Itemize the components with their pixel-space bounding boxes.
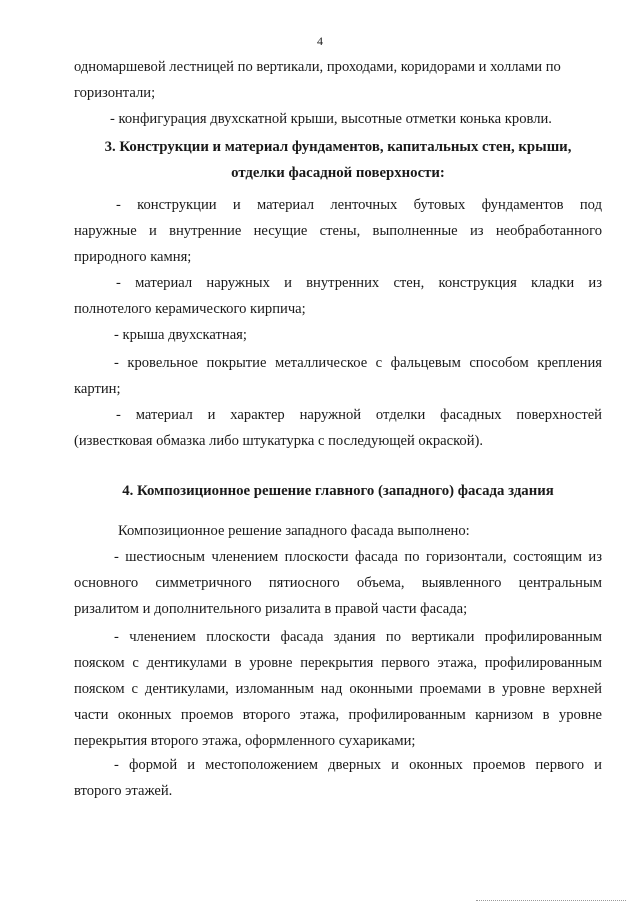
section-3-item-1-line-3: природного камня; — [74, 249, 192, 265]
section-3-item-4-line-2: картин; — [74, 381, 121, 397]
section-4-item-2-line-1: - членением плоскости фасада здания по вертикали профилированным — [114, 629, 602, 645]
section-3-item-4-line-1: - кровельное покрытие металлическое с фальцевым способом крепления — [114, 355, 602, 371]
section-3-item-3-line-1: - крыша двухскатная; — [114, 327, 247, 343]
section-3-heading-line-2: отделки фасадной поверхности: — [231, 165, 445, 181]
section-3-item-roof — [74, 322, 602, 348]
section-4-item-1-line-2: основного симметричного пятиосного объема, выявленного центральным — [74, 575, 602, 591]
intro-paragraph — [74, 54, 602, 132]
footer-dotted-line — [476, 896, 626, 901]
section-4-item-vertical — [74, 624, 602, 754]
section-4-item-horizontal — [74, 544, 602, 622]
section-3-item-2-line-2: полнотелого керамического кирпича; — [74, 301, 306, 317]
section-3-heading-line-1: 3. Конструкции и материал фундаментов, капитальных стен, крыши, — [104, 139, 572, 155]
section-4-lead — [74, 518, 602, 544]
section-3-item-foundations — [74, 192, 602, 270]
intro-line-2: горизонтали; — [74, 85, 156, 101]
section-4-item-3-line-1: - формой и местоположением дверных и оконных проемов первого и — [114, 757, 602, 773]
section-3-item-5-line-1: - материал и характер наружной отделки фасадных поверхностей — [116, 407, 602, 423]
section-3-item-1-line-1: - конструкции и материал ленточных бутовых фундаментов под — [116, 197, 602, 213]
intro-line-1: одномаршевой лестницей по вертикали, проходами, коридорами и холлами по — [74, 59, 561, 75]
section-4-item-3-line-2: второго этажей. — [74, 783, 173, 799]
section-4-item-openings — [74, 752, 602, 804]
section-4-lead-line: Композиционное решение западного фасада выполнено: — [118, 523, 470, 539]
section-3-item-roofing — [74, 350, 602, 402]
section-3-item-walls — [74, 270, 602, 322]
section-4-item-1-line-1: - шестиосным членением плоскости фасада по горизонтали, состоящим из — [114, 549, 602, 565]
page-number: 4 — [317, 34, 323, 48]
section-4-heading — [74, 478, 602, 504]
section-4-item-2-line-3: пояском с дентикулами, изломанным над оконными проемами в уровне верхней — [74, 681, 602, 697]
section-4-item-2-line-4: части оконных проемов второго этажа, профилированным карнизом в уровне — [74, 707, 602, 723]
section-3-item-1-line-2: наружные и внутренние несущие стены, выполненные из необработанного — [74, 223, 602, 239]
section-4-item-2-line-5: перекрытия второго этажа, оформленного сухариками; — [74, 733, 416, 749]
intro-line-3: - конфигурация двухскатной крыши, высотные отметки конька кровли. — [110, 111, 552, 127]
section-4-heading-line-1: 4. Композиционное решение главного (западного) фасада здания — [122, 483, 554, 499]
section-3-heading — [74, 134, 602, 186]
section-3-item-5-line-2: (известковая обмазка либо штукатурка с последующей окраской). — [74, 433, 484, 449]
section-4-item-1-line-3: ризалитом и дополнительного ризалита в правой части фасада; — [74, 601, 468, 617]
section-3-item-finish — [74, 402, 602, 454]
section-4-item-2-line-2: пояском с дентикулами в уровне перекрытия первого этажа, профилированным — [74, 655, 602, 671]
section-3-item-2-line-1: - материал наружных и внутренних стен, конструкция кладки из — [116, 275, 602, 291]
